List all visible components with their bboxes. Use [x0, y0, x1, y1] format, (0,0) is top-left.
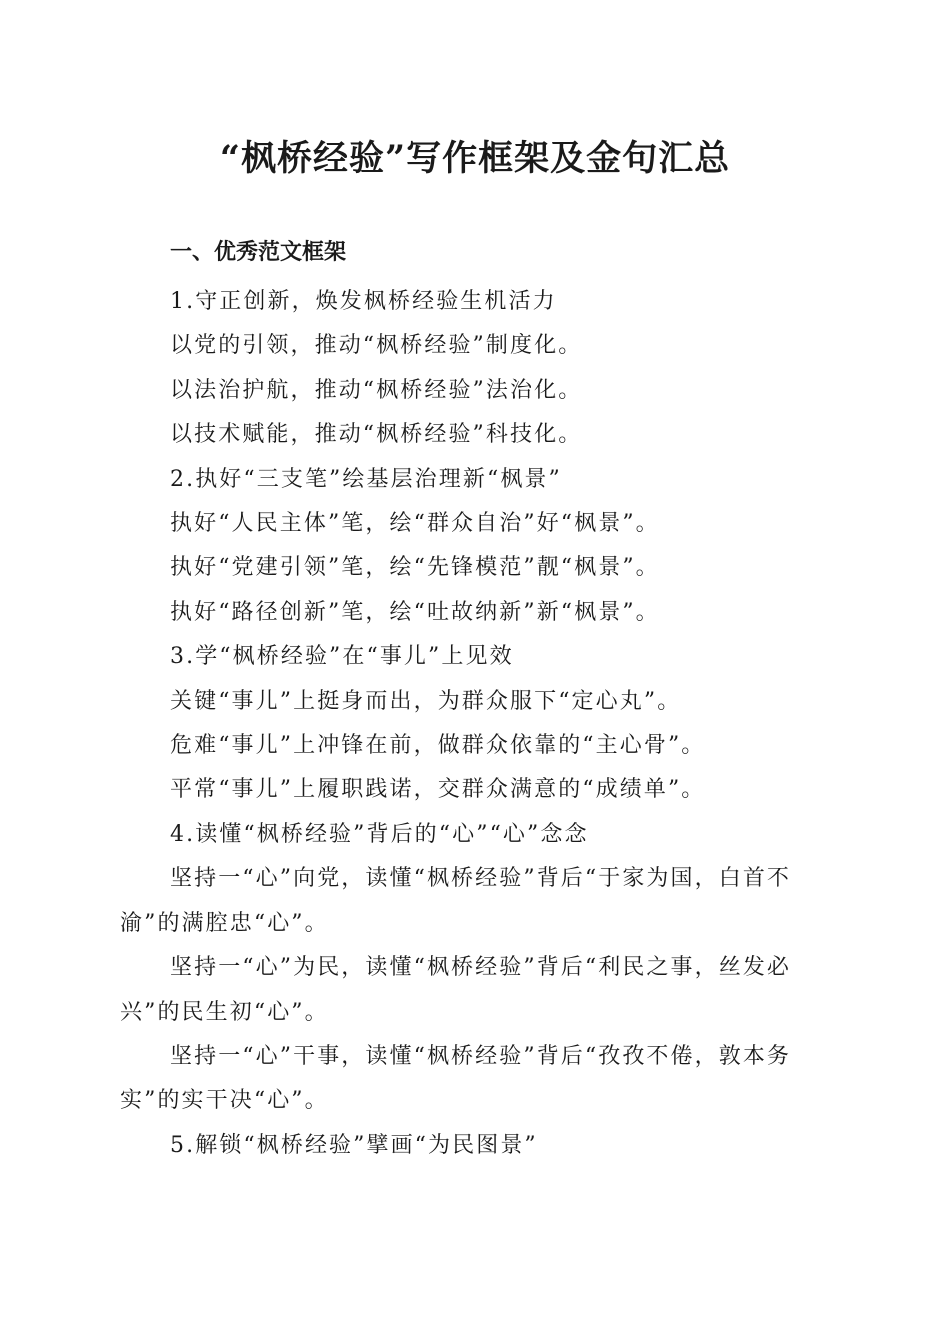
paragraph: 3.学“枫桥经验”在“事儿”上见效: [170, 644, 514, 670]
paragraph: 危难“事儿”上冲锋在前，做群众依靠的“主心骨”。: [170, 733, 706, 759]
paragraph: 5.解锁“枫桥经验”擘画“为民图景”: [170, 1132, 538, 1158]
paragraph: 以技术赋能，推动“枫桥经验”科技化。: [170, 422, 583, 448]
paragraph: 坚持一“心”向党，读懂“枫桥经验”背后“于家为国，白首不渝”的满腔忠“心”。: [120, 866, 792, 936]
paragraph: 平常“事儿”上履职践诺，交群众满意的“成绩单”。: [170, 777, 706, 803]
paragraph: 坚持一“心”为民，读懂“枫桥经验”背后“利民之事，丝发必兴”的民生初“心”。: [120, 955, 792, 1025]
document-title: “枫桥经验”写作框架及金句汇总: [219, 138, 731, 179]
paragraph: 2.执好“三支笔”绘基层治理新“枫景”: [170, 466, 562, 492]
paragraph: 执好“党建引领”笔，绘“先锋模范”靓“枫景”。: [170, 555, 660, 581]
paragraph: 坚持一“心”干事，读懂“枫桥经验”背后“孜孜不倦，敦本务实”的实干决“心”。: [120, 1043, 792, 1114]
paragraph: 执好“人民主体”笔，绘“群众自治”好“枫景”。: [170, 511, 660, 537]
document-body: [120, 280, 820, 1168]
paragraph: 关键“事儿”上挺身而出，为群众服下“定心丸”。: [170, 688, 682, 714]
paragraph: 以党的引领，推动“枫桥经验”制度化。: [170, 333, 583, 359]
paragraph: 1.守正创新，焕发枫桥经验生机活力: [170, 289, 557, 314]
paragraph: 执好“路径创新”笔，绘“吐故纳新”新“枫景”。: [170, 599, 660, 625]
section-heading: 一、优秀范文框架: [170, 240, 347, 265]
paragraph: 以法治护航，推动“枫桥经验”法治化。: [170, 377, 583, 403]
paragraph: 4.读懂“枫桥经验”背后的“心”“心”念念: [170, 821, 589, 847]
